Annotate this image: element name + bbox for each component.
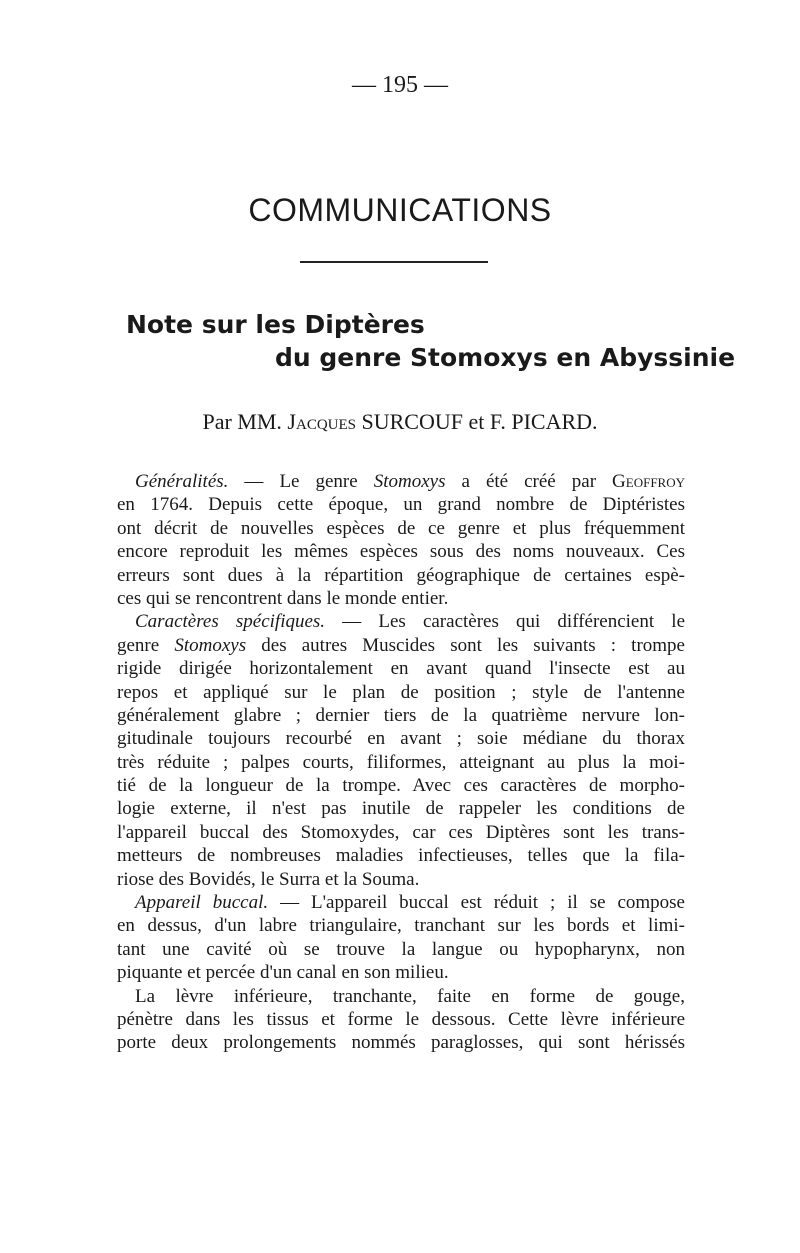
body-line bbox=[117, 587, 685, 610]
byline-prefix: Par MM. bbox=[202, 409, 288, 434]
text-segment: généralement glabre ; dernier tiers de la quatrième nervure lon- bbox=[117, 704, 685, 726]
text-segment: en dessus, d'un labre triangulaire, tranchant sur les bords et limi- bbox=[117, 915, 685, 937]
body-line bbox=[117, 774, 685, 797]
byline-author-first: Jacques bbox=[287, 409, 356, 434]
byline-author-last: SURCOUF et F. PICARD. bbox=[356, 409, 598, 434]
text-segment: metteurs de nombreuses maladies infectieuses, telles que la fila- bbox=[117, 845, 685, 867]
text-segment: piquante et percée d'un canal en son milieu. bbox=[117, 962, 449, 984]
body-line bbox=[117, 751, 685, 774]
text-segment: en 1764. Depuis cette époque, un grand nombre de Diptéristes bbox=[117, 494, 685, 516]
text-segment: tié de la longueur de la trompe. Avec ces caractères de morpho- bbox=[117, 775, 685, 797]
text-segment: porte deux prolongements nommés paraglosses, qui sont hérissés bbox=[117, 1032, 685, 1054]
text-segment: gitudinale toujours recourbé en avant ; soie médiane du thorax bbox=[117, 728, 685, 750]
body-line bbox=[117, 517, 685, 540]
text-segment: encore reproduit les mêmes espèces sous des noms nouveaux. Ces bbox=[117, 541, 685, 563]
body-line bbox=[117, 564, 685, 587]
article-title-line-1: Note sur les Diptères bbox=[126, 310, 425, 339]
body-line bbox=[117, 985, 685, 1008]
text-segment: repos et appliqué sur le plan de position ; style de l'antenne bbox=[117, 681, 685, 703]
article-body bbox=[117, 470, 685, 1055]
body-line bbox=[117, 891, 685, 914]
text-segment: genre bbox=[117, 634, 175, 656]
text-segment: tant une cavité où se trouve la langue ou hypopharynx, non bbox=[117, 938, 685, 960]
italic-text: Stomoxys bbox=[174, 634, 247, 656]
text-segment: La lèvre inférieure, tranchante, faite en forme de gouge, bbox=[135, 985, 685, 1007]
body-line bbox=[117, 1031, 685, 1054]
body-line bbox=[117, 1008, 685, 1031]
italic-text: Appareil buccal. bbox=[135, 892, 269, 914]
body-line bbox=[117, 914, 685, 937]
section-heading: COMMUNICATIONS bbox=[248, 192, 552, 228]
text-segment: — Le genre bbox=[228, 471, 374, 492]
text-segment: pénètre dans les tissus et forme le dessous. Cette lèvre inférieure bbox=[117, 1008, 685, 1030]
article-title-line-2: du genre Stomoxys en Abyssinie bbox=[275, 343, 736, 372]
text-segment: erreurs sont dues à la répartition géographique de certaines espè- bbox=[117, 564, 685, 586]
text-segment: rigide dirigée horizontalement en avant quand l'insecte est au bbox=[117, 658, 685, 680]
text-segment: logie externe, il n'est pas inutile de rappeler les conditions de bbox=[117, 798, 685, 820]
italic-text: Caractères spécifiques. bbox=[135, 611, 326, 633]
small-caps-text: Geoffroy bbox=[612, 471, 686, 492]
italic-text: Stomoxys bbox=[373, 471, 446, 492]
text-segment: ces qui se rencontrent dans le monde entier. bbox=[117, 587, 449, 609]
body-line bbox=[117, 704, 685, 727]
text-segment: — Les caractères qui différencient le bbox=[325, 611, 686, 633]
body-line bbox=[117, 821, 685, 844]
text-segment: ont décrit de nouvelles espèces de ce genre et plus fréquemment bbox=[117, 517, 685, 539]
divider-rule bbox=[300, 261, 488, 263]
byline bbox=[0, 409, 800, 435]
text-segment: — L'appareil buccal est réduit ; il se compose bbox=[268, 892, 685, 914]
body-line bbox=[117, 493, 685, 516]
body-line bbox=[117, 540, 685, 563]
body-line bbox=[117, 610, 685, 633]
body-line bbox=[117, 727, 685, 750]
text-segment: très réduite ; palpes courts, filiformes, atteignant au plus la moi- bbox=[117, 751, 685, 773]
text-segment: l'appareil buccal des Stomoxydes, car ces Diptères sont les trans- bbox=[117, 821, 685, 843]
body-line bbox=[117, 844, 685, 867]
body-line bbox=[117, 938, 685, 961]
text-segment: a été créé par bbox=[445, 471, 613, 492]
body-line bbox=[117, 470, 685, 493]
body-line bbox=[117, 961, 685, 984]
body-line bbox=[117, 868, 685, 891]
page-number: — 195 — bbox=[352, 72, 448, 98]
text-segment: des autres Muscides sont les suivants : trompe bbox=[246, 634, 685, 656]
body-line bbox=[117, 681, 685, 704]
text-segment: riose des Bovidés, le Surra et la Souma. bbox=[117, 868, 420, 890]
body-line bbox=[117, 634, 685, 657]
body-line bbox=[117, 657, 685, 680]
italic-text: Généralités. bbox=[135, 471, 229, 492]
body-line bbox=[117, 797, 685, 820]
